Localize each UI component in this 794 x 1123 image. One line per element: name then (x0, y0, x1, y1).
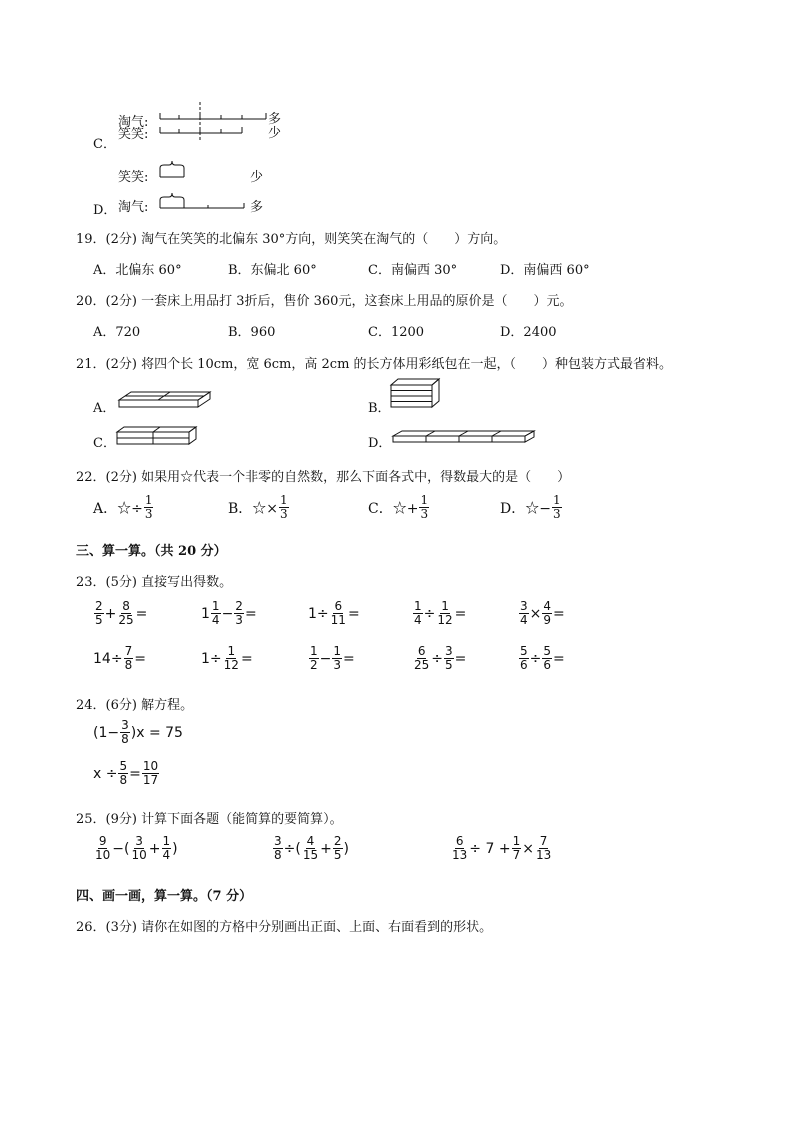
operator: + (148, 840, 161, 857)
numerator: 1 (310, 644, 318, 658)
eq-suffix: )x = 75 (130, 724, 183, 741)
denominator: 4 (211, 613, 220, 627)
equals-sign: = (454, 605, 467, 622)
equals-sign: = (553, 605, 565, 622)
numerator: 4 (306, 834, 315, 848)
fraction (223, 645, 240, 672)
fraction (330, 600, 347, 627)
numerator: 1 (420, 493, 429, 507)
q18-option-d-label[interactable]: D． (93, 203, 117, 218)
numerator: 6 (417, 644, 426, 658)
denominator: 25 (414, 658, 430, 672)
fraction (413, 645, 430, 672)
denominator: 3 (420, 507, 429, 521)
equals-sign: = (347, 605, 360, 622)
q18-c-row2-side: 少 (268, 126, 282, 141)
numerator: 1 (552, 493, 561, 507)
fraction (94, 600, 104, 627)
q22-stem: 22．(2分) 如果用☆代表一个非零的自然数，那么下面各式中，得数最大的是（ ） (76, 470, 571, 485)
q22-option-c[interactable] (368, 494, 430, 521)
q18-d-row2-side: 多 (250, 200, 264, 215)
fraction (444, 645, 454, 672)
q22-b-fraction (279, 494, 289, 521)
q20-option-c[interactable]: C．1200 (368, 325, 425, 340)
numerator: 1 (144, 493, 153, 507)
q23-r1-expr-4 (412, 600, 466, 627)
numerator: 6 (455, 834, 464, 848)
fraction (302, 835, 319, 862)
closing-paren: ) (343, 840, 349, 857)
numerator: 7 (539, 834, 548, 848)
numerator: 1 (441, 599, 449, 613)
denominator: 13 (452, 848, 468, 862)
q22-option-d[interactable] (500, 494, 563, 521)
operator: × (522, 840, 534, 857)
denominator: 2 (310, 658, 318, 672)
denominator: 4 (520, 613, 528, 627)
q22-option-b[interactable] (228, 494, 290, 521)
fraction (273, 835, 283, 862)
eq-prefix: (1− (93, 724, 120, 741)
q18-c-row1-name: 淘气: (118, 115, 149, 130)
denominator: 8 (124, 658, 133, 672)
equals-sign: = (129, 765, 141, 782)
denominator: 9 (543, 613, 552, 627)
fraction (309, 645, 319, 672)
fraction (124, 645, 134, 672)
section-4-title: 四、画一画，算一算。（7 分） (76, 889, 253, 904)
q20-option-d[interactable]: D．2400 (500, 325, 557, 340)
numerator: 8 (122, 599, 130, 613)
operator: × (529, 605, 542, 622)
q18-d-row1-side: 少 (250, 170, 264, 185)
q18-c-row1-side: 多 (268, 112, 282, 127)
q25-expr-1 (93, 835, 178, 862)
q21-option-c[interactable]: C． (93, 436, 116, 451)
denominator: 10 (131, 848, 147, 862)
denominator: 3 (333, 658, 342, 672)
q20-option-b[interactable]: B．960 (228, 325, 276, 340)
denominator: 25 (118, 613, 134, 627)
q18-d-segment-diagram (158, 160, 248, 212)
q24-equation-2 (93, 760, 160, 787)
q24-stem: 24．(6分) 解方程。 (76, 698, 194, 713)
q25-stem: 25．(9分) 计算下面各题（能简算的要简算）。 (76, 812, 343, 827)
denominator: 10 (95, 848, 111, 862)
fraction (413, 600, 423, 627)
equals-sign: = (134, 650, 146, 667)
numerator: 5 (119, 759, 128, 773)
fraction (130, 835, 147, 862)
denominator: 6 (520, 658, 528, 672)
equals-sign: = (135, 605, 148, 622)
fraction (512, 835, 522, 862)
operator: + (320, 840, 332, 857)
q23-r1-expr-5 (518, 600, 565, 627)
fraction (94, 835, 111, 862)
fraction (118, 760, 128, 787)
q18-d-row2-name: 淘气: (118, 200, 149, 215)
fraction (436, 600, 453, 627)
q23-r2-expr-5 (518, 645, 565, 672)
numerator: 1 (333, 644, 342, 658)
numerator: 5 (543, 644, 552, 658)
q23-r2-expr-4 (412, 645, 466, 672)
q23-r2-expr-2 (201, 645, 253, 672)
q20-option-a[interactable]: A．720 (93, 325, 141, 340)
denominator: 5 (95, 613, 103, 627)
q22-a-fraction (144, 494, 154, 521)
operator: ÷ (316, 605, 329, 622)
fraction (234, 600, 244, 627)
q21-d-box-figure (392, 430, 536, 444)
numerator: 2 (235, 599, 243, 613)
numerator: 9 (98, 834, 107, 848)
q18-option-c-label[interactable]: C． (93, 137, 116, 152)
q21-stem: 21．(2分) 将四个长 10cm，宽 6cm，高 2cm 的长方体用彩纸包在一起，（ ）种包装方式最省料。 (76, 357, 673, 372)
q23-r1-expr-1 (93, 600, 147, 627)
fraction (542, 645, 552, 672)
fraction (142, 760, 159, 787)
operator: ÷ (110, 650, 123, 667)
operator: ÷ 7 + (469, 840, 511, 857)
q22-c-label: C．☆+ (368, 500, 419, 517)
fraction (519, 600, 529, 627)
fraction (211, 600, 221, 627)
q25-expr-3 (450, 835, 553, 862)
section-3-title: 三、算一算。（共 20 分） (76, 544, 227, 559)
q19-option-b[interactable]: B．东偏北 60° (228, 263, 317, 278)
q19-option-c[interactable]: C．南偏西 30° (368, 263, 458, 278)
whole-number: 1 (201, 650, 210, 667)
denominator: 3 (144, 507, 153, 521)
q24-equation-1 (93, 719, 183, 746)
denominator: 5 (445, 658, 453, 672)
numerator: 1 (227, 644, 236, 658)
q22-c-fraction (419, 494, 429, 521)
q19-stem: 19．(2分) 淘气在笑笑的北偏东 30°方向，则笑笑在淘气的（ ）方向。 (76, 232, 507, 247)
numerator: 10 (142, 759, 159, 773)
q18-c-segment-diagram (158, 102, 268, 142)
operator: + (104, 605, 117, 622)
numerator: 3 (121, 718, 129, 732)
q21-option-a[interactable]: A． (93, 401, 116, 416)
numerator: 3 (135, 834, 143, 848)
equals-sign: = (454, 650, 467, 667)
operator: ÷ (423, 605, 436, 622)
whole-number: 1 (201, 605, 210, 622)
denominator: 12 (223, 658, 239, 672)
q26-stem: 26．(3分) 请你在如图的方格中分别画出正面、上面、右面看到的形状。 (76, 920, 493, 935)
q23-stem: 23．(5分) 直接写出得数。 (76, 575, 233, 590)
denominator: 3 (235, 613, 243, 627)
q18-c-row2-name: 笑笑: (118, 127, 149, 142)
q22-option-a[interactable] (93, 494, 154, 521)
equals-sign: = (343, 650, 355, 667)
numerator: 1 (162, 834, 171, 848)
fraction (120, 719, 130, 746)
denominator: 7 (512, 848, 521, 862)
numerator: 1 (280, 493, 288, 507)
q23-r2-expr-3 (308, 645, 355, 672)
whole-number: 14 (93, 650, 111, 667)
fraction (542, 600, 552, 627)
q18-d-row1-name: 笑笑: (118, 170, 149, 185)
equals-sign: = (240, 650, 253, 667)
denominator: 4 (414, 613, 422, 627)
numerator: 1 (211, 599, 220, 613)
numerator: 1 (512, 834, 521, 848)
numerator: 2 (333, 834, 342, 848)
numerator: 1 (414, 599, 422, 613)
q21-b-box-figure (390, 378, 442, 410)
operator: −( (112, 840, 130, 857)
numerator: 2 (95, 599, 103, 613)
denominator: 8 (121, 732, 129, 746)
q20-stem: 20．(2分) 一套床上用品打 3折后，售价 360元，这套床上用品的原价是（ ）元。 (76, 294, 573, 309)
q23-r2-expr-1 (93, 645, 146, 672)
fraction (451, 835, 468, 862)
q22-d-fraction (552, 494, 562, 521)
numerator: 3 (274, 834, 282, 848)
q23-r1-expr-2 (201, 600, 257, 627)
q19-option-a[interactable]: A．北偏东 60° (93, 263, 182, 278)
fraction (519, 645, 529, 672)
q22-d-label: D．☆− (500, 500, 551, 517)
denominator: 11 (330, 613, 346, 627)
fraction (332, 645, 342, 672)
numerator: 3 (445, 644, 453, 658)
numerator: 3 (520, 599, 528, 613)
numerator: 5 (520, 644, 528, 658)
denominator: 3 (552, 507, 561, 521)
q22-b-label: B．☆× (228, 500, 279, 517)
fraction (117, 600, 134, 627)
q21-option-b[interactable]: B． (368, 401, 391, 416)
operator: − (319, 650, 332, 667)
whole-number: 1 (308, 605, 317, 622)
q22-a-label: A．☆÷ (93, 500, 143, 517)
operator: − (221, 605, 234, 622)
equals-sign: = (553, 650, 565, 667)
fraction (162, 835, 172, 862)
fraction (333, 835, 343, 862)
q21-a-box-figure (118, 390, 214, 410)
numerator: 4 (543, 599, 552, 613)
q19-option-d[interactable]: D．南偏西 60° (500, 263, 590, 278)
q23-r1-expr-3 (308, 600, 360, 627)
q21-c-box-figure (116, 426, 198, 446)
closing-paren: ) (172, 840, 178, 857)
denominator: 5 (333, 848, 342, 862)
denominator: 6 (543, 658, 552, 672)
numerator: 7 (124, 644, 133, 658)
denominator: 8 (274, 848, 282, 862)
denominator: 17 (142, 773, 159, 787)
operator: ÷ (431, 650, 444, 667)
denominator: 4 (162, 848, 171, 862)
denominator: 3 (280, 507, 288, 521)
eq-prefix: x ÷ (93, 765, 118, 782)
denominator: 15 (302, 848, 319, 862)
numerator: 6 (334, 599, 343, 613)
q21-option-d[interactable]: D． (368, 436, 392, 451)
equals-sign: = (244, 605, 257, 622)
denominator: 12 (437, 613, 453, 627)
denominator: 8 (119, 773, 128, 787)
fraction (535, 835, 552, 862)
operator: ÷ (529, 650, 542, 667)
operator: ÷( (283, 840, 301, 857)
q25-expr-2 (272, 835, 349, 862)
denominator: 13 (535, 848, 552, 862)
operator: ÷ (209, 650, 222, 667)
